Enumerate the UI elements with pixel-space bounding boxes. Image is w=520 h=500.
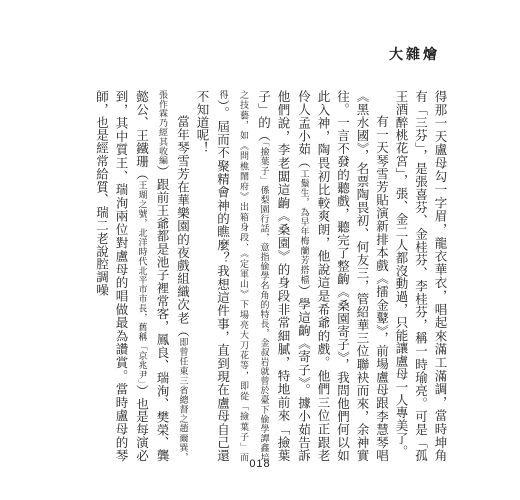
paragraph-text: 得那一天盧母勾一字眉，龍衣華衣，唱起來滿工滿調，當時坤角有「三芬」，是張喜芬、金桂芬、李桂芬，稱一時瑜亮。可是「孤王酒醉桃花宮」，張、金二人都沒動過，只能讓盧母一人專美了。 [394,90,448,462]
inline-annotation: 王瑚之號，北洋時代北平市市長，舊稱「京兆尹」 [136,180,147,385]
paragraph [92,90,193,462]
paragraph-text: 當年琴雪芳在華樂園的夜戲組織次老（ [175,115,191,338]
running-header: 大雜燴 [389,47,440,63]
paragraph [193,90,392,462]
paragraph-text: ）跟前王爺都是池子裡常客，鳳良、瑞洵、樊榮、龔懿公、王鐵珊（ [134,90,170,462]
paragraph-text: ）。屆而不聚精會神的瞧麼？我想這件事，直到現在盧母自己還不知道呢！ [195,90,231,462]
paragraph-text: ）學這齣《寄子》。據小茹告訴他們說，李老闆這齣《桑園》的身段非常細膩，特地前來「撿葉子」的（ [256,90,312,462]
page-number: 018 [249,458,271,470]
paragraph-text: 有一天琴雪芳貼演新排本戲《擂金鼙》，前場盧母跟李慧琴唱《黑水國》，名票陶畏初、何友三，管紹華三位聯袂而來，余神實往。一言不發的聽戲，聽完了整齣《桑園寄子》，我問他們何以如此入神，陶畏初比較爽朗，他說這是希爺的戲。他們三位正跟老伶人孟小茹（ [296,90,390,462]
inline-annotation: 工鬚生，為早年梅蘭芳搭檔 [298,168,309,285]
inline-annotation: 即曾任東三省總督之趙爾巽，張作霖乃經其收編 [157,90,188,462]
paragraph [392,90,451,462]
vertical-text-body [70,90,450,462]
paragraph-text: ）也是每演必到，其中質王、瑞洵兩位對盧母的唱做最為讚賞。當時盧母的琴師，也是經常給質、瑞二老說腔調噪 [94,90,150,462]
inline-annotation: 「撿葉子」係梨園行話，意指偷學名角的特長，金叔岩就曾於臺下偷學譚鑫培之技藝，如《問樵鬧府》出箱身段、《定軍山》下場亮大刀花等，即從「撿葉子」而得 [217,90,269,462]
